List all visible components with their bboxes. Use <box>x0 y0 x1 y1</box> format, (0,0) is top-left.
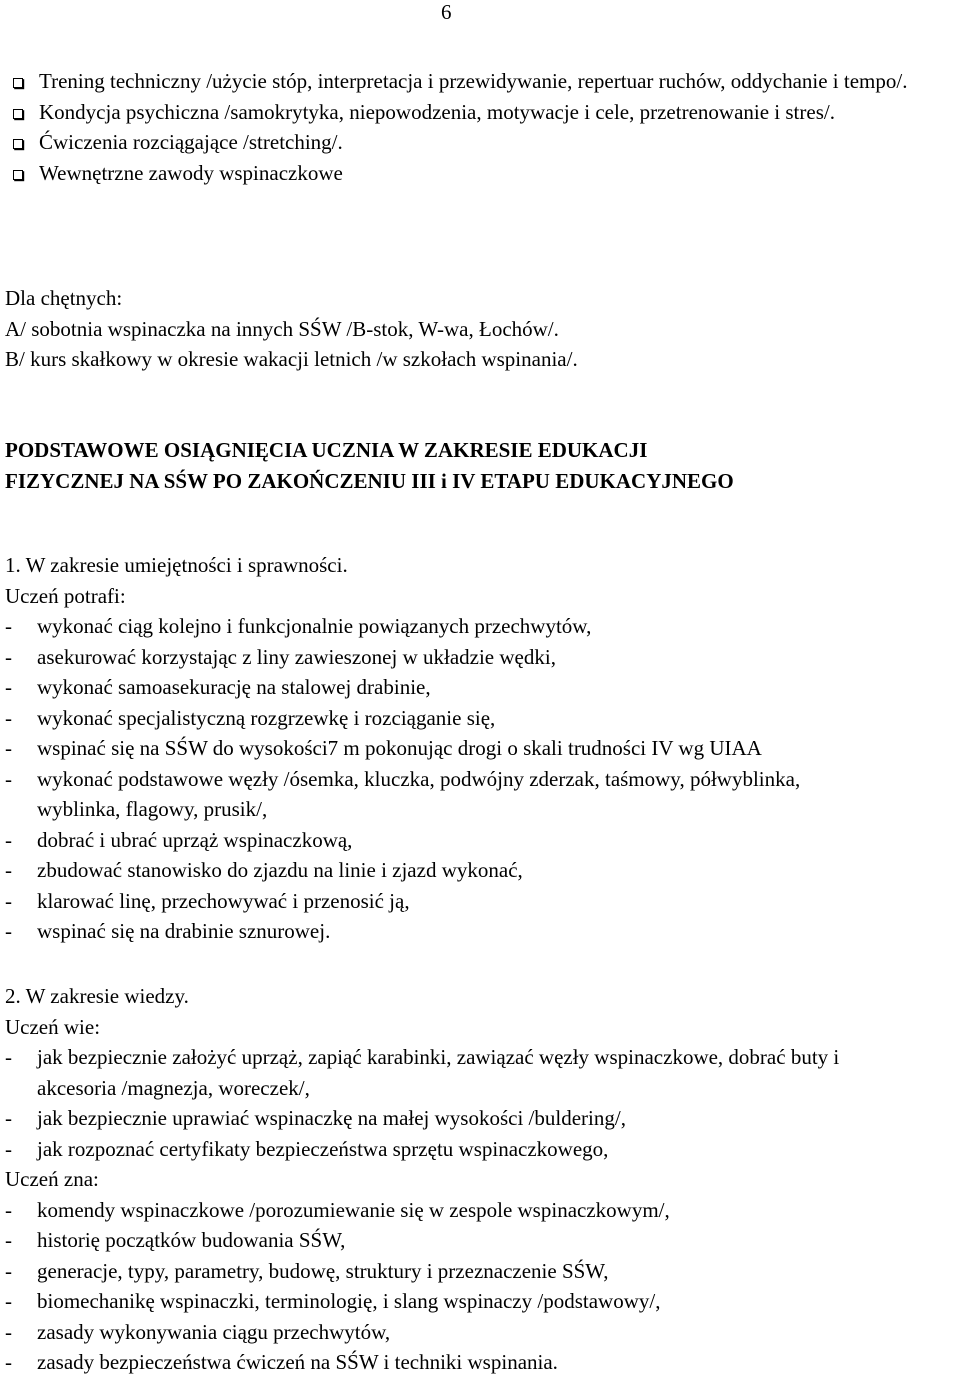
dash-marker: - <box>5 1319 12 1344</box>
skills-section <box>5 550 955 947</box>
skills-item <box>5 886 955 917</box>
skills-item <box>5 703 955 734</box>
understands-item-text: generacje, typy, parametry, budowę, struktury i przeznaczenie SŚW, <box>37 1258 609 1283</box>
skills-item <box>5 855 955 886</box>
skills-item-text: klarować linę, przechowywać i przenosić ją, <box>37 888 410 913</box>
skills-item <box>5 764 955 825</box>
knows-item-text: jak bezpiecznie założyć uprząż, zapiąć karabinki, zawiązać węzły wspinaczkowe, dobrać buty i akcesoria /magnezja, woreczek/, <box>37 1045 840 1100</box>
skills-item-text: wykonać ciąg kolejno i funkcjonalnie powiązanych przechwytów, <box>37 614 592 638</box>
skills-item-text: wspinać się na SŚW do wysokości7 m pokonując drogi o skali trudności IV wg UIAA <box>37 736 762 760</box>
skills-item <box>5 642 955 673</box>
skills-heading: 1. W zakresie umiejętności i sprawności. <box>5 553 348 577</box>
knows-item <box>5 1134 955 1165</box>
dash-marker: - <box>5 766 12 791</box>
skills-item-text: wykonać specjalistyczną rozgrzewkę i rozciąganie się, <box>37 705 496 730</box>
dash-marker: - <box>5 888 12 913</box>
dash-marker: - <box>5 1289 12 1313</box>
knowledge-heading: 2. W zakresie wiedzy. <box>5 984 189 1008</box>
understands-item <box>5 1317 955 1348</box>
understands-item-text: zasady bezpieczeństwa ćwiczeń na SŚW i techniki wspinania. <box>37 1350 558 1374</box>
knowledge-section <box>5 981 955 1378</box>
page-number: 6 <box>441 0 452 24</box>
dash-marker: - <box>5 1228 12 1252</box>
understands-item <box>5 1286 955 1317</box>
checkbox-bullet-icon <box>13 170 23 180</box>
understands-item-text: biomechanikę wspinaczki, terminologię, i slang wspinaczy /podstawowy/, <box>37 1289 661 1313</box>
bullet-text: Trening techniczny /użycie stóp, interpretacja i przewidywanie, repertuar ruchów, oddychanie i tempo/. <box>39 69 908 93</box>
bullet-text: Wewnętrzne zawody wspinaczkowe <box>39 160 343 185</box>
skills-item <box>5 916 955 947</box>
dash-marker: - <box>5 1197 12 1222</box>
understands-item <box>5 1256 955 1287</box>
knows-item-text: jak rozpoznać certyfikaty bezpieczeństwa sprzętu wspinaczkowego, <box>37 1136 609 1161</box>
dash-marker: - <box>5 1106 12 1130</box>
optional-item: B/ kurs skałkowy w okresie wakacji letnich /w szkołach wspinania/. <box>5 347 578 371</box>
dash-marker: - <box>5 736 12 760</box>
skills-item-text: wykonać samoasekurację na stalowej drabinie, <box>37 675 431 699</box>
section-title-line: PODSTAWOWE OSIĄGNIĘCIA UCZNIA W ZAKRESIE EDUKACJI <box>5 438 648 462</box>
skills-item-text: dobrać i ubrać uprząż wspinaczkową, <box>37 827 353 852</box>
knows-item <box>5 1042 955 1103</box>
understands-heading: Uczeń zna: <box>5 1167 99 1191</box>
bullet-list <box>5 66 955 188</box>
knows-item-text: jak bezpiecznie uprawiać wspinaczkę na małej wysokości /buldering/, <box>37 1106 626 1130</box>
section-title <box>5 435 955 496</box>
dash-marker: - <box>5 614 12 638</box>
checkbox-bullet-icon <box>13 139 23 149</box>
understands-item <box>5 1195 955 1226</box>
skills-item-text: zbudować stanowisko do zjazdu na linie i zjazd wykonać, <box>37 858 523 882</box>
skills-item <box>5 825 955 856</box>
optional-item: A/ sobotnia wspinaczka na innych SŚW /B-stok, W-wa, Łochów/. <box>5 316 559 341</box>
dash-marker: - <box>5 1136 12 1161</box>
optional-heading: Dla chętnych: <box>5 286 123 310</box>
understands-item-text: komendy wspinaczkowe /porozumiewanie się w zespole wspinaczkowym/, <box>37 1197 670 1222</box>
skills-item-text: asekurować korzystając z liny zawieszonej w układzie wędki, <box>37 644 556 669</box>
bullet-item <box>5 158 955 189</box>
knows-item <box>5 1103 955 1134</box>
section-title-line: FIZYCZNEJ NA SŚW PO ZAKOŃCZENIU III i IV ETAPU EDUKACYJNEGO <box>5 468 734 493</box>
bullet-item <box>5 127 955 158</box>
dash-marker: - <box>5 919 12 943</box>
skills-subheading: Uczeń potrafi: <box>5 583 126 608</box>
dash-marker: - <box>5 858 12 882</box>
optional-section <box>5 283 955 375</box>
understands-item-text: historię początków budowania SŚW, <box>37 1228 346 1252</box>
understands-item-text: zasady wykonywania ciągu przechwytów, <box>37 1319 391 1344</box>
dash-marker: - <box>5 1258 12 1283</box>
understands-item <box>5 1347 955 1378</box>
knows-heading: Uczeń wie: <box>5 1014 101 1039</box>
dash-marker: - <box>5 827 12 852</box>
dash-marker: - <box>5 644 12 669</box>
bullet-item <box>5 97 955 128</box>
understands-item <box>5 1225 955 1256</box>
skills-item <box>5 733 955 764</box>
skills-item-text: wspinać się na drabinie sznurowej. <box>37 919 331 943</box>
dash-marker: - <box>5 705 12 730</box>
skills-item <box>5 672 955 703</box>
dash-marker: - <box>5 1350 12 1374</box>
bullet-text: Kondycja psychiczna /samokrytyka, niepowodzenia, motywacje i cele, przetrenowanie i stres/. <box>39 99 835 124</box>
checkbox-bullet-icon <box>13 78 23 88</box>
skills-item-text: wykonać podstawowe węzły /ósemka, kluczka, podwójny zderzak, taśmowy, półwyblinka, wyblinka, flagowy, prusik/, <box>37 766 801 821</box>
checkbox-bullet-icon <box>13 109 23 119</box>
dash-marker: - <box>5 1045 12 1069</box>
bullet-text: Ćwiczenia rozciągające /stretching/. <box>39 130 343 154</box>
bullet-item <box>5 66 955 97</box>
dash-marker: - <box>5 675 12 699</box>
skills-item <box>5 611 955 642</box>
